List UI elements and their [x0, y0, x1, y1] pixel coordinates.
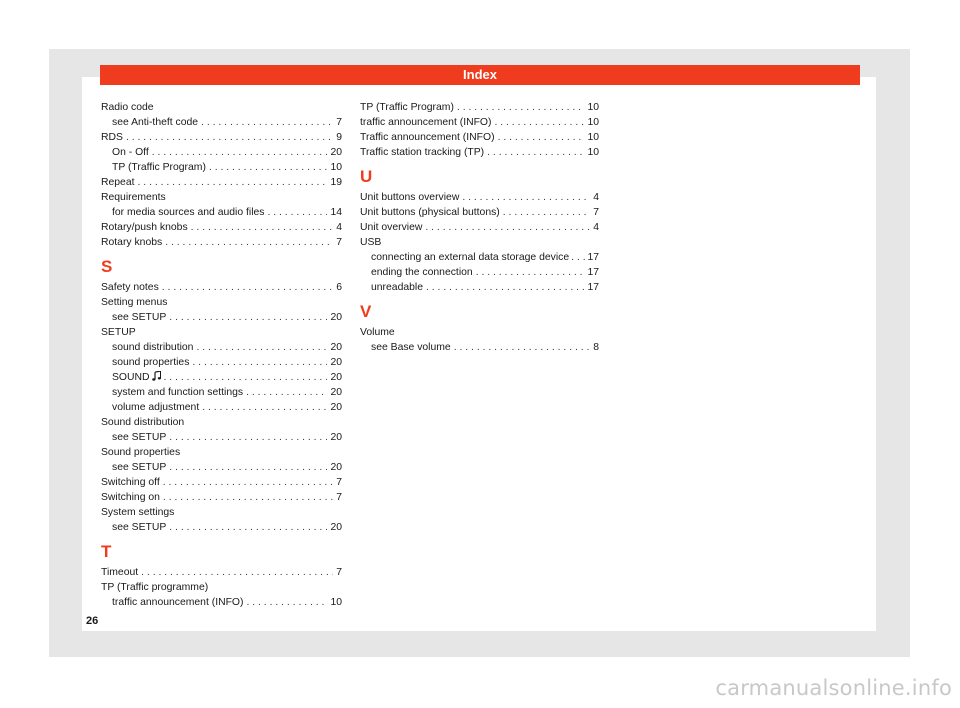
index-entry [101, 160, 342, 175]
index-group-u [360, 190, 599, 295]
index-entry-term [101, 190, 166, 205]
index-entry-page: 19 [330, 177, 342, 188]
index-entry-term [112, 145, 149, 160]
index-entry-label: Unit buttons overview [360, 192, 460, 203]
index-group-t-cont [360, 100, 599, 160]
index-entry [101, 415, 342, 430]
index-entry [360, 250, 599, 265]
index-entry-label: TP (Traffic programme) [101, 582, 209, 593]
music-note-icon [152, 371, 161, 381]
leader-dots [425, 220, 590, 235]
index-entry-term [371, 280, 423, 295]
index-entry-page: 6 [336, 282, 342, 293]
index-entry-page: 20 [330, 147, 342, 158]
index-group-t [101, 565, 342, 610]
index-entry [101, 385, 342, 400]
index-entry [101, 175, 342, 190]
leader-dots [503, 205, 590, 220]
index-entry-label: sound properties [112, 357, 190, 368]
leader-dots [192, 355, 327, 370]
index-entry-label: sound distribution [112, 342, 194, 353]
index-entry-label: see Anti-theft code [112, 117, 199, 128]
index-entry [101, 220, 342, 235]
index-entry [101, 430, 342, 445]
index-entry [360, 325, 599, 340]
index-entry-label: Unit overview [360, 222, 423, 233]
index-entry-label: see SETUP [112, 522, 167, 533]
index-entry [360, 235, 599, 250]
index-entry [360, 145, 599, 160]
index-entry-term [112, 205, 264, 220]
leader-dots [191, 220, 334, 235]
index-entry-label: ending the connection [371, 267, 473, 278]
index-entry-term [112, 400, 199, 415]
index-entry-page: 20 [330, 402, 342, 413]
index-entry-label: SETUP [101, 327, 136, 338]
index-entry-term [360, 220, 422, 235]
index-entry-label: Requirements [101, 192, 166, 203]
index-entry-page: 20 [330, 312, 342, 323]
index-group-r [101, 100, 342, 250]
index-entry-label: TP (Traffic Program) [360, 102, 454, 113]
index-entry-term [112, 355, 189, 370]
index-entry-term [112, 595, 243, 610]
leader-dots [169, 310, 327, 325]
index-entry-term [101, 100, 154, 115]
index-entry-term [101, 175, 135, 190]
index-entry-label: connecting an external data storage device [371, 252, 570, 263]
index-entry-term [101, 235, 162, 250]
index-entry-page: 8 [593, 342, 599, 353]
index-entry-term [371, 250, 569, 265]
index-entry-term [112, 370, 161, 385]
index-entry-term [371, 340, 451, 355]
index-entry-label: Rotary/push knobs [101, 222, 188, 233]
index-entry [101, 580, 342, 595]
index-entry [360, 190, 599, 205]
index-entry-label: volume adjustment [112, 402, 200, 413]
index-entry-label: Traffic announcement (INFO) [360, 132, 495, 143]
index-entry-term [101, 505, 174, 520]
leader-dots [169, 460, 327, 475]
index-entry-term [101, 580, 208, 595]
leader-dots [163, 475, 333, 490]
index-entry-page: 17 [587, 267, 599, 278]
index-entry [101, 475, 342, 490]
index-entry-label: Radio code [101, 102, 154, 113]
index-entry-term [101, 280, 159, 295]
index-entry [101, 145, 342, 160]
index-entry-label: for media sources and audio files [112, 207, 265, 218]
index-entry-term [101, 130, 123, 145]
index-entry-page: 7 [336, 492, 342, 503]
leader-dots [152, 145, 328, 160]
leader-dots [196, 340, 327, 355]
index-entry [360, 115, 599, 130]
leader-dots [162, 280, 333, 295]
index-entry-label: traffic announcement (INFO) [112, 597, 244, 608]
index-entry [101, 355, 342, 370]
index-entry-term [360, 235, 381, 250]
leader-dots [487, 145, 584, 160]
index-entry [101, 520, 342, 535]
index-entry-page: 7 [336, 567, 342, 578]
index-entry-term [360, 205, 500, 220]
index-entry-label: Sound properties [101, 447, 181, 458]
index-entry [101, 100, 342, 115]
index-entry-term [101, 220, 188, 235]
index-entry-page: 17 [587, 282, 599, 293]
leader-dots [169, 430, 327, 445]
index-entry-term [360, 325, 395, 340]
index-entry [360, 100, 599, 115]
index-entry [360, 205, 599, 220]
index-entry-page: 10 [587, 117, 599, 128]
index-entry-label: SOUND [112, 372, 150, 383]
leader-dots [165, 235, 333, 250]
index-entry-label: Rotary knobs [101, 237, 163, 248]
leader-dots [462, 190, 590, 205]
index-entry-term [360, 190, 459, 205]
index-entry-term [112, 115, 198, 130]
index-entry-label: TP (Traffic Program) [112, 162, 206, 173]
leader-dots [163, 490, 333, 505]
leader-dots [246, 385, 327, 400]
index-entry-label: Unit buttons (physical buttons) [360, 207, 500, 218]
index-entry [101, 310, 342, 325]
index-column-right [360, 100, 599, 355]
index-entry-page: 14 [330, 207, 342, 218]
index-entry-page: 20 [330, 357, 342, 368]
index-entry-page: 4 [336, 222, 342, 233]
index-group-v [360, 325, 599, 355]
index-entry-label: see SETUP [112, 462, 167, 473]
index-entry [101, 445, 342, 460]
index-entry-label: USB [360, 237, 382, 248]
index-entry [360, 130, 599, 145]
index-entry-page: 17 [587, 252, 599, 263]
index-entry-term [101, 295, 167, 310]
index-letter-v: V [360, 302, 372, 321]
index-entry-term [101, 445, 180, 460]
index-entry [360, 220, 599, 235]
index-header-bar [100, 65, 860, 85]
index-entry-page: 7 [336, 117, 342, 128]
index-entry-label: Sound distribution [101, 417, 185, 428]
leader-dots [209, 160, 328, 175]
index-entry-term [371, 265, 473, 280]
index-entry-page: 10 [330, 597, 342, 608]
index-entry-page: 7 [336, 477, 342, 488]
index-entry-page: 20 [330, 342, 342, 353]
index-entry-label: Switching off [101, 477, 160, 488]
index-entry-page: 4 [593, 222, 599, 233]
page-number: 26 [86, 615, 99, 627]
index-entry [360, 280, 599, 295]
index-entry-term [112, 340, 193, 355]
leader-dots [141, 565, 333, 580]
index-entry [101, 490, 342, 505]
index-entry-term [360, 145, 484, 160]
index-entry [101, 280, 342, 295]
leader-dots [457, 100, 585, 115]
leader-dots [571, 250, 585, 265]
leader-dots [202, 400, 327, 415]
leader-dots [164, 370, 328, 385]
index-entry [101, 340, 342, 355]
index-entry-label: Repeat [101, 177, 135, 188]
index-entry-label: On - Off [112, 147, 149, 158]
index-entry-page: 20 [330, 432, 342, 443]
index-entry-label: see SETUP [112, 312, 167, 323]
index-entry-term [360, 130, 495, 145]
index-entry-page: 20 [330, 462, 342, 473]
index-entry [360, 340, 599, 355]
index-entry-page: 7 [593, 207, 599, 218]
index-entry-term [101, 475, 160, 490]
index-entry-term [360, 115, 491, 130]
index-entry [101, 565, 342, 580]
index-entry-label: traffic announcement (INFO) [360, 117, 492, 128]
index-entry-label: Safety notes [101, 282, 159, 293]
index-entry-term [112, 460, 166, 475]
index-entry-label: Switching on [101, 492, 160, 503]
index-entry-label: Traffic station tracking (TP) [360, 147, 485, 158]
index-entry-term [101, 415, 184, 430]
leader-dots [494, 115, 584, 130]
index-entry-label: unreadable [371, 282, 423, 293]
leader-dots [246, 595, 327, 610]
index-entry [101, 595, 342, 610]
index-entry-term [112, 520, 166, 535]
index-entry-label: RDS [101, 132, 123, 143]
index-entry [101, 295, 342, 310]
index-entry [101, 115, 342, 130]
index-entry-label: Timeout [101, 567, 139, 578]
index-entry-term [101, 565, 138, 580]
index-entry [101, 235, 342, 250]
index-entry-page: 4 [593, 192, 599, 203]
index-group-s [101, 280, 342, 535]
index-entry [101, 130, 342, 145]
leader-dots [267, 205, 327, 220]
index-letter-s: S [101, 257, 113, 276]
index-entry-page: 9 [336, 132, 342, 143]
index-entry-term [112, 430, 166, 445]
index-entry-page: 10 [587, 147, 599, 158]
leader-dots [126, 130, 333, 145]
index-entry [101, 400, 342, 415]
index-entry-term [112, 385, 243, 400]
index-letter-t: T [101, 542, 112, 561]
index-entry-page: 10 [587, 102, 599, 113]
watermark-text: carmanualsonline.info [715, 676, 952, 700]
index-entry [101, 370, 342, 385]
index-entry-label: System settings [101, 507, 175, 518]
index-entry [101, 460, 342, 475]
index-entry-label: see SETUP [112, 432, 167, 443]
index-letter-u: U [360, 167, 373, 186]
index-entry [360, 265, 599, 280]
index-entry [101, 190, 342, 205]
leader-dots [454, 340, 591, 355]
index-entry-term [112, 160, 206, 175]
leader-dots [201, 115, 333, 130]
index-entry-label: Volume [360, 327, 395, 338]
leader-dots [169, 520, 327, 535]
index-entry [101, 205, 342, 220]
leader-dots [498, 130, 585, 145]
index-entry-page: 20 [330, 387, 342, 398]
index-entry-label: Setting menus [101, 297, 168, 308]
index-entry-term [112, 310, 166, 325]
index-entry-page: 7 [336, 237, 342, 248]
index-entry-label: see Base volume [371, 342, 451, 353]
index-entry-term [360, 100, 454, 115]
index-entry-term [101, 490, 160, 505]
index-entry [101, 505, 342, 520]
leader-dots [138, 175, 328, 190]
index-entry [101, 325, 342, 340]
index-column-left [101, 100, 342, 610]
index-entry-page: 10 [330, 162, 342, 173]
index-title: Index [463, 67, 497, 82]
index-entry-page: 10 [587, 132, 599, 143]
index-entry-page: 20 [330, 372, 342, 383]
index-entry-term [101, 325, 136, 340]
leader-dots [426, 280, 584, 295]
index-entry-page: 20 [330, 522, 342, 533]
index-entry-label: system and function settings [112, 387, 244, 398]
leader-dots [476, 265, 585, 280]
